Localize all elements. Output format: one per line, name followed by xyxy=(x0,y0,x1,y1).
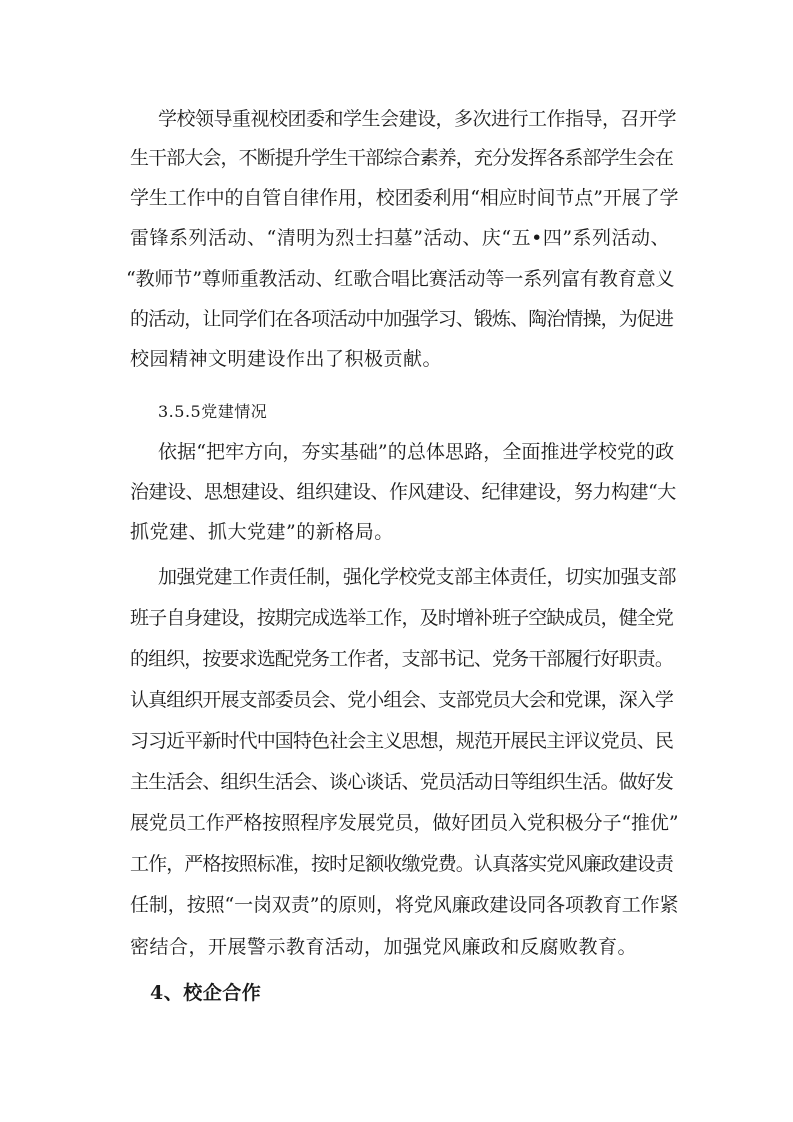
text-line: 抓党建、抓大党建”的新格局。 xyxy=(130,521,394,543)
text-line: 展党员工作严格按照程序发展党员，做好团员入党积极分子“推优” xyxy=(130,812,679,834)
chapter-heading: 4、校企合作 xyxy=(150,982,262,1004)
text-line: 治建设、思想建设、组织建设、作风建设、纪律建设，努力构建“大 xyxy=(130,481,676,503)
text-line: 依据“把牢方向，夯实基础”的总体思路，全面推进学校党的政 xyxy=(158,441,675,463)
text-line: 的组织，按要求选配党务工作者，支部书记、党务干部履行好职责。 xyxy=(130,648,674,670)
text-line: “教师节”尊师重教活动、红歌合唱比赛活动等一系列富有教育意义 xyxy=(126,268,675,290)
text-line: 的活动，让同学们在各项活动中加强学习、锻炼、陶治情操，为促进 xyxy=(130,308,674,330)
text-line: 学生工作中的自管自律作用，校团委利用“相应时间节点”开展了学 xyxy=(130,187,679,209)
text-line: 雷锋系列活动、“清明为烈士扫墓”活动、庆“五•四”系列活动、 xyxy=(130,227,671,249)
text-line: 习习近平新时代中国特色社会主义思想，规范开展民主评议党员、民 xyxy=(130,730,674,752)
text-line: 认真组织开展支部委员会、党小组会、支部党员大会和党课，深入学 xyxy=(130,689,674,711)
text-line: 工作，严格按照标准，按时足额收缴党费。认真落实党风廉政建设责 xyxy=(130,853,674,875)
section-heading: 3.5.5党建情况 xyxy=(158,402,268,421)
text-line: 班子自身建设，按期完成选举工作，及时增补班子空缺成员，健全党 xyxy=(130,607,674,629)
text-line: 生干部大会，不断提升学生干部综合素养，充分发挥各系部学生会在 xyxy=(130,147,674,169)
text-line: 主生活会、组织生活会、谈心谈话、党员活动日等组织生活。做好发 xyxy=(130,771,674,793)
text-line: 学校领导重视校团委和学生会建设，多次进行工作指导，召开学 xyxy=(158,108,677,130)
text-line: 校园精神文明建设作出了积极贡献。 xyxy=(130,348,443,370)
text-line: 加强党建工作责任制，强化学校党支部主体责任，切实加强支部 xyxy=(158,566,677,588)
text-line: 密结合，开展警示教育活动，加强党风廉政和反腐败教育。 xyxy=(130,936,638,958)
text-line: 任制，按照“一岗双责”的原则，将党风廉政建设同各项教育工作紧 xyxy=(130,894,679,916)
